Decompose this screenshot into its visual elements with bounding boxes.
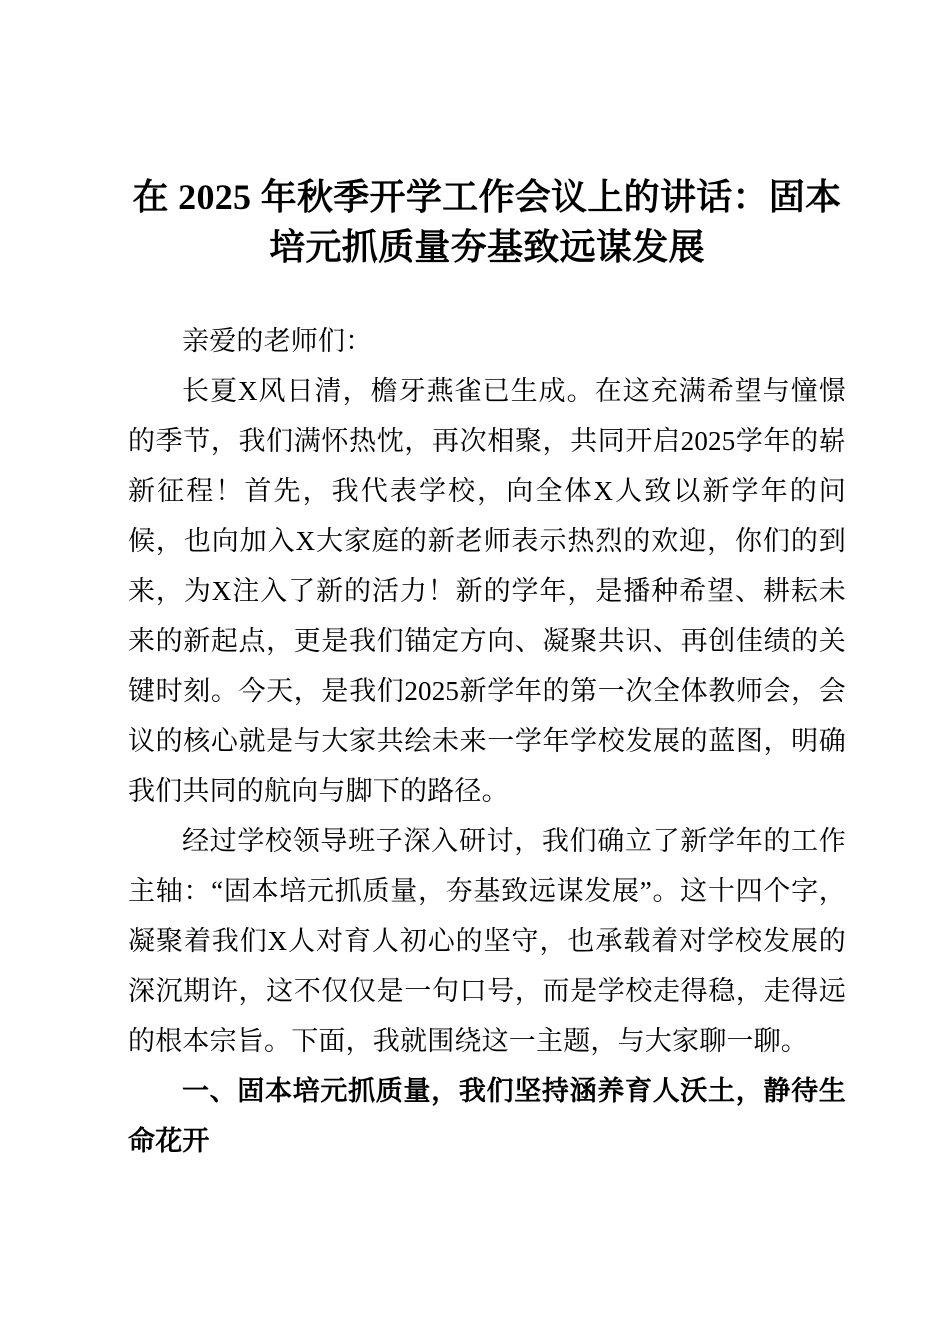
paragraph-2: 经过学校领导班子深入研讨，我们确立了新学年的工作主轴：“固本培元抓质量，夯基致远谋发展”。这十四个字，凝聚着我们X人对育人初心的坚守，也承载着对学校发展的深沉期许，这不仅仅是一句口号，而是学校走得稳，走得远的根本宗旨。下面，我就围绕这一主题，与大家聊一聊。	[128, 826, 846, 1056]
document-title-line-1: 在 2025 年秋季开学工作会议上的讲话：固本	[132, 177, 842, 217]
document-title-line-2: 培元抓质量夯基致远谋发展	[269, 227, 705, 267]
document-title	[128, 172, 846, 272]
section-heading-1: 一、固本培元抓质量，我们坚持涵养育人沃土，静待生命花开	[128, 1076, 846, 1156]
paragraph-1: 长夏X风日清，檐牙燕雀已生成。在这充满希望与憧憬的季节，我们满怀热忱，再次相聚，共同开启2025学年的崭新征程！首先，我代表学校，向全体X人致以新学年的问候，也向加入X大家庭的新老师表示热烈的欢迎，你们的到来，为X注入了新的活力！新的学年，是播种希望、耕耘未来的新起点，更是我们锚定方向、凝聚共识、再创佳绩的关键时刻。今天，是我们2025新学年的第一次全体教师会，会议的核心就是与大家共绘未来一学年学校发展的蓝图，明确我们共同的航向与脚下的路径。	[128, 376, 846, 806]
salutation: 亲爱的老师们：	[182, 326, 373, 356]
document-body	[128, 172, 846, 1166]
